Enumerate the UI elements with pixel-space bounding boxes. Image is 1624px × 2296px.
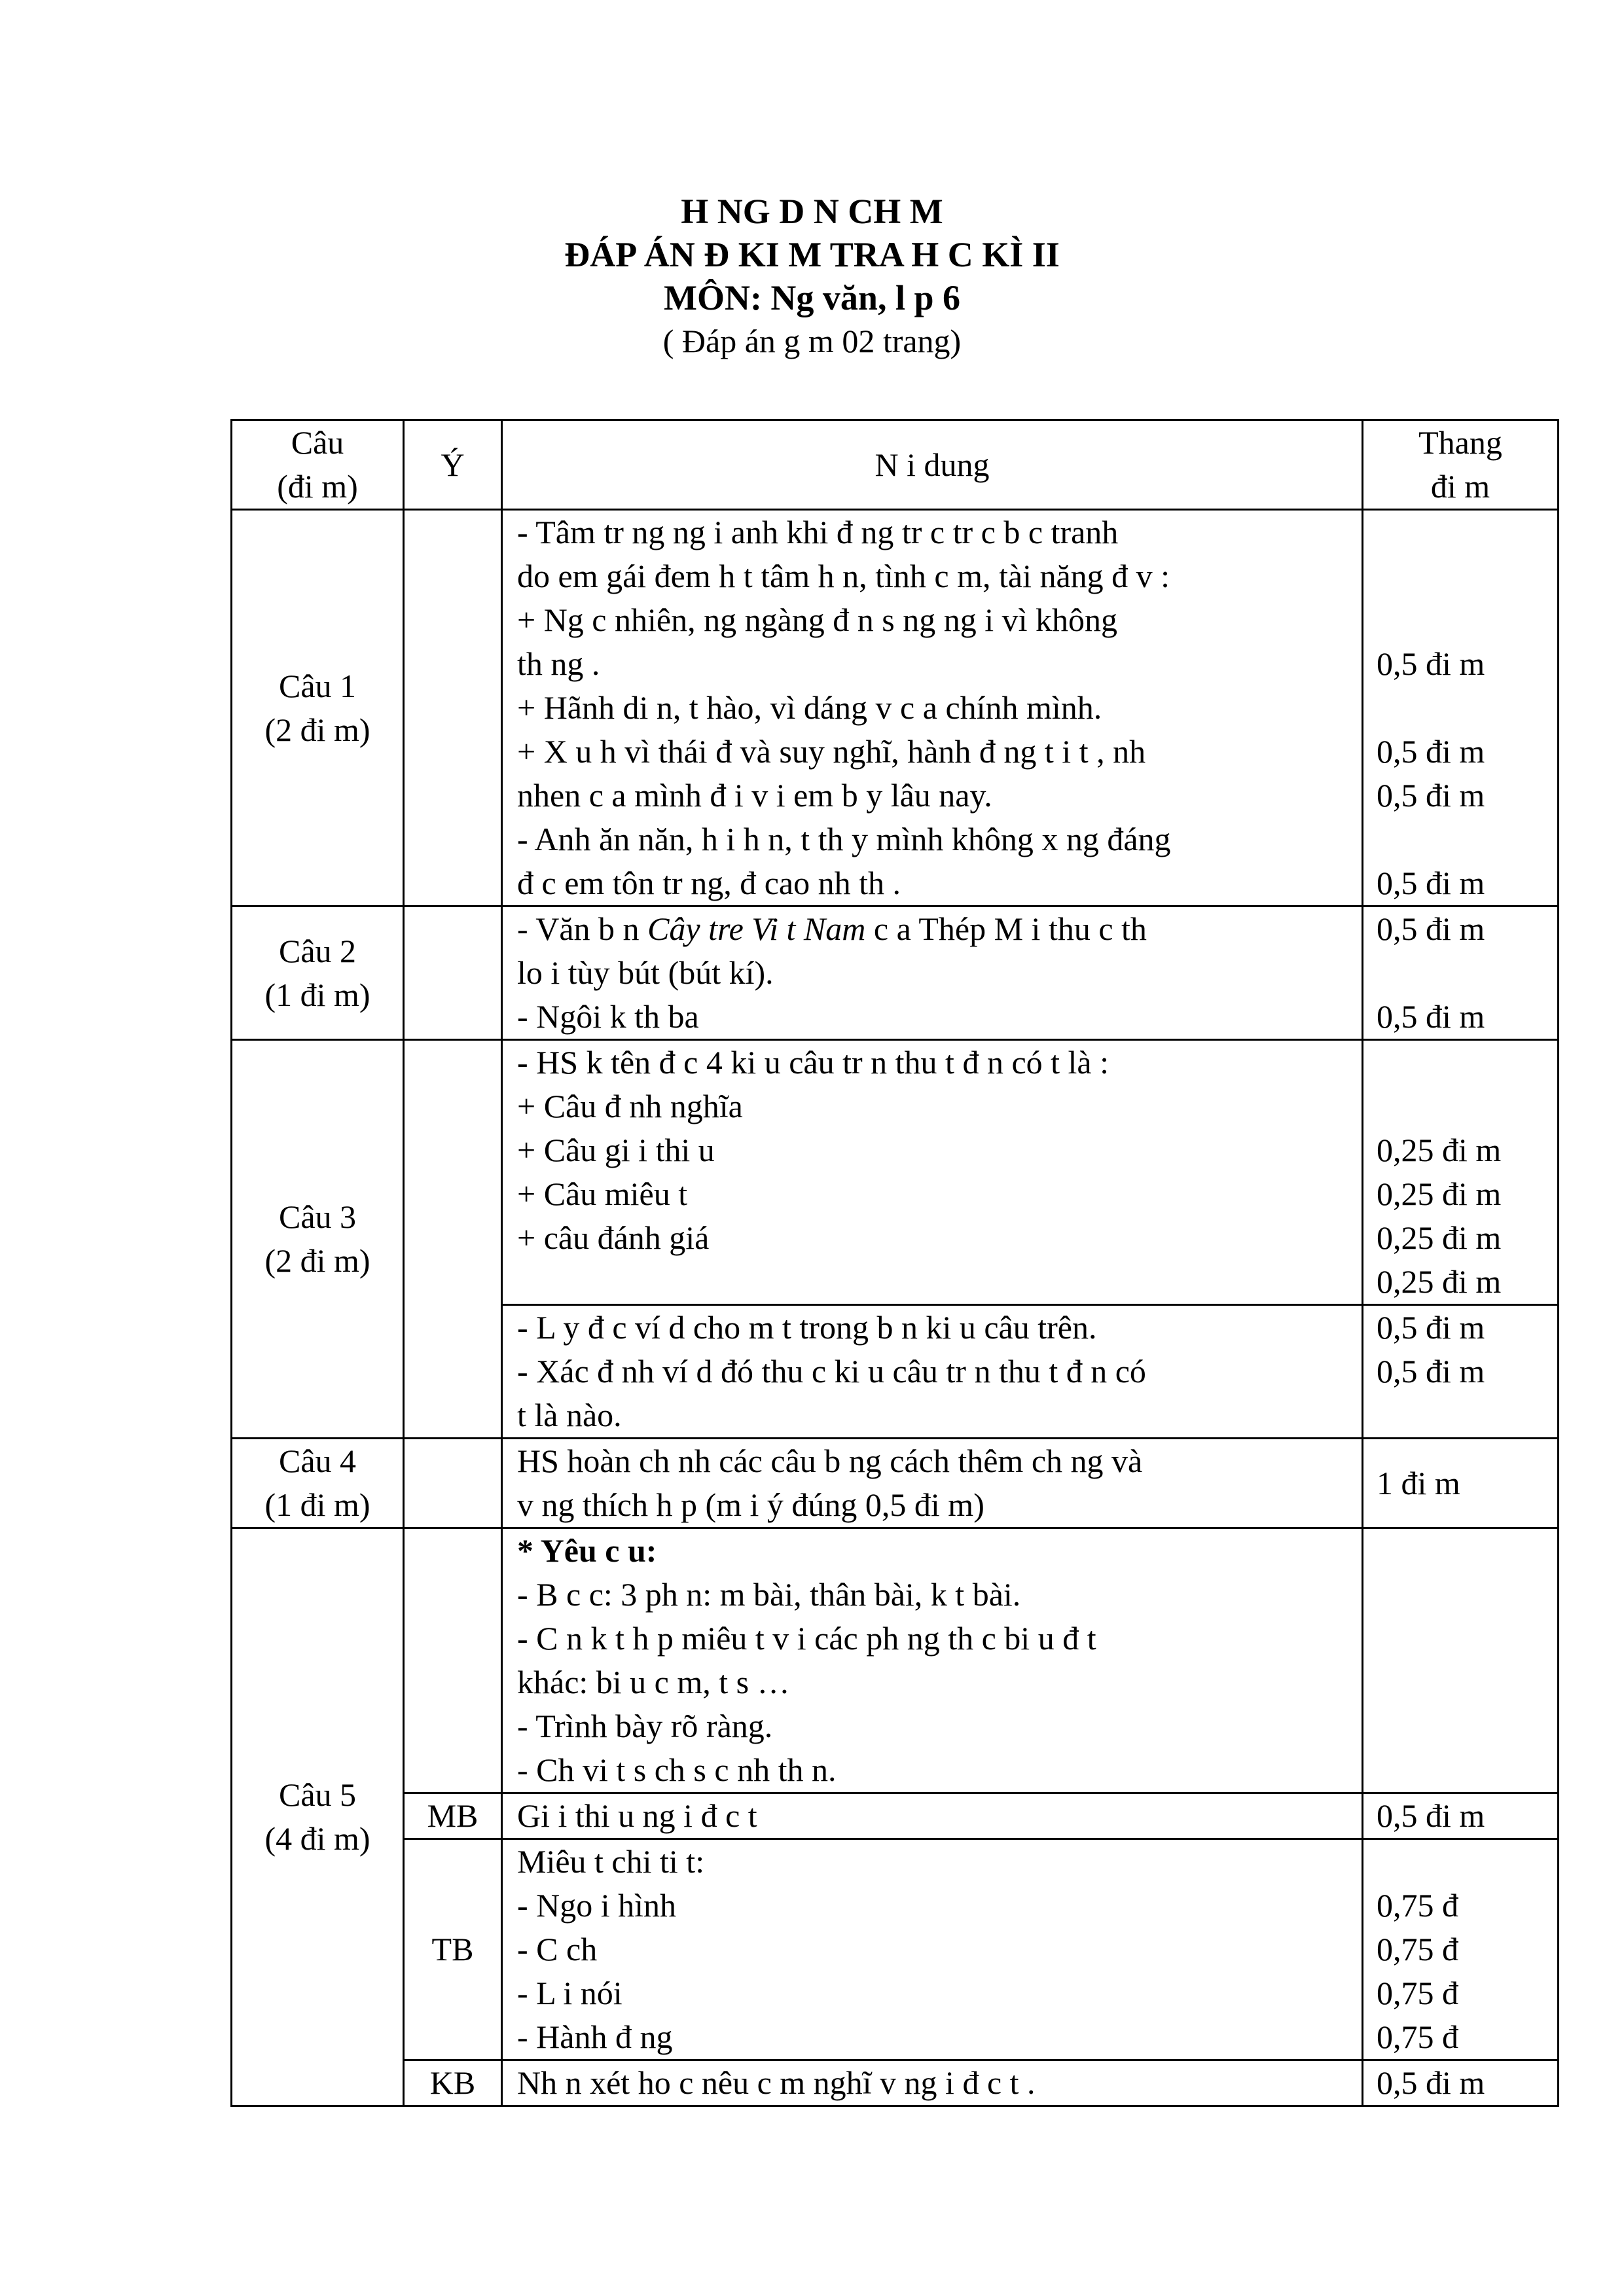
cau-2-y [404, 906, 502, 1040]
cau-2-label [232, 906, 404, 1040]
content-line: + Câu miêu t [517, 1175, 688, 1212]
cau-4-label [232, 1439, 404, 1528]
cau-2-label-line2: (1 đi m) [264, 976, 370, 1013]
work-title: Cây tre Vi t Nam [647, 910, 866, 947]
header-thang-diem [1363, 420, 1559, 510]
cau-5-y-mb: MB [404, 1793, 502, 1839]
header-subject: MÔN: Ng văn, l p 6 [663, 278, 960, 317]
header-thang-line2: đi m [1430, 468, 1490, 505]
table-row-cau-4 [232, 1439, 1559, 1528]
header-exam-title: ĐÁP ÁN Đ KI M TRA H C KÌ II [564, 235, 1060, 274]
content-line: - Anh ăn năn, h i h n, t th y mình không x ng đáng [517, 821, 1171, 857]
content-line: - B c c: 3 ph n: m bài, thân bài, k t bài. [517, 1576, 1021, 1613]
score-value: 0,5 đi m [1377, 733, 1485, 770]
cau-2-label-line1: Câu 2 [278, 932, 357, 969]
content-line: - Tâm tr ng ng i anh khi đ ng tr c tr c b c tranh [517, 514, 1119, 550]
table-header-row [232, 420, 1559, 510]
table-row-cau-5-kb [232, 2060, 1559, 2106]
cau-1-label-line2: (2 đi m) [264, 711, 370, 748]
cau-5-mb-content: Gi i thi u ng i đ c t [502, 1793, 1363, 1839]
content-line: - HS k tên đ c 4 ki u câu tr n thu t đ n có t là : [517, 1044, 1110, 1081]
cau-3-label [232, 1040, 404, 1439]
content-line: - L y đ c ví d cho m t trong b n ki u câu trên. [517, 1309, 1097, 1346]
cau-5-kb-content: Nh n xét ho c nêu c m nghĩ v ng i đ c t . [502, 2060, 1363, 2106]
cau-5-tb-content [502, 1839, 1363, 2060]
content-line: - C n k t h p miêu t v i các ph ng th c bi u đ t [517, 1620, 1096, 1657]
cau-5-y-yeucau [404, 1528, 502, 1793]
content-line: + X u h vì thái đ và suy nghĩ, hành đ ng t i t , nh [517, 733, 1146, 770]
score-value: 0,5 đi m [1377, 1309, 1485, 1346]
cau-3-scores-a [1363, 1040, 1559, 1305]
table-row-cau-5-tb [232, 1839, 1559, 2060]
score-value: 0,75 đ [1377, 1887, 1458, 1924]
cau-4-y [404, 1439, 502, 1528]
cau-3-y [404, 1040, 502, 1439]
content-line: + Ng c nhiên, ng ngàng đ n s ng ng i vì không [517, 601, 1118, 638]
content-line: v ng thích h p (m i ý đúng 0,5 đi m) [517, 1486, 984, 1523]
cau-3-scores-b [1363, 1305, 1559, 1439]
content-line: - Trình bày rõ ràng. [517, 1708, 773, 1744]
cau-5-label-line1: Câu 5 [278, 1776, 357, 1813]
content-text: - Văn b n [517, 910, 648, 947]
cau-2-content [502, 906, 1363, 1040]
score-value: 0,75 đ [1377, 1975, 1458, 2011]
header-cau [232, 420, 404, 510]
score-value: 0,5 đi m [1377, 910, 1485, 947]
score-value: 0,5 đi m [1377, 645, 1485, 682]
content-line: + Hãnh di n, t hào, vì dáng v c a chính mình. [517, 689, 1102, 726]
header-title: H NG D N CH M [681, 192, 943, 231]
content-line: nhen c a mình đ i v i em b y lâu nay. [517, 777, 992, 814]
content-line: - Hành đ ng [517, 2018, 673, 2055]
content-line: th ng . [517, 645, 600, 682]
score-value: 0,75 đ [1377, 2018, 1458, 2055]
cau-4-score [1363, 1439, 1559, 1528]
table-row-cau-1 [232, 510, 1559, 906]
cau-5-tb-scores [1363, 1839, 1559, 2060]
score-value: 0,25 đi m [1377, 1132, 1502, 1168]
grading-table [230, 419, 1559, 2107]
cau-4-label-line2: (1 đi m) [264, 1486, 370, 1523]
content-line: Miêu t chi ti t: [517, 1843, 705, 1880]
score-value: 0,25 đi m [1377, 1175, 1502, 1212]
score-value: 0,25 đi m [1377, 1219, 1502, 1256]
requirements-title: * Yêu c u: [517, 1532, 657, 1569]
header-thang-line1: Thang [1418, 424, 1502, 461]
cau-1-label [232, 510, 404, 906]
content-line: khác: bi u c m, t s … [517, 1664, 790, 1700]
cau-1-content [502, 510, 1363, 906]
cau-5-y-tb: TB [404, 1839, 502, 2060]
score-value: 0,5 đi m [1377, 1353, 1485, 1390]
content-line: do em gái đem h t tâm h n, tình c m, tài năng đ v : [517, 558, 1170, 594]
content-line: - Ngo i hình [517, 1887, 677, 1924]
content-line: lo i tùy bút (bút kí). [517, 954, 774, 991]
score-value: 0,75 đ [1377, 1931, 1458, 1967]
content-line: - Ngôi k th ba [517, 998, 699, 1035]
cau-5-mb-score: 0,5 đi m [1363, 1793, 1559, 1839]
cau-4-content [502, 1439, 1363, 1528]
table-row-cau-2 [232, 906, 1559, 1040]
content-line: + Câu đ nh nghĩa [517, 1088, 743, 1124]
cau-5-label-line2: (4 đi m) [264, 1820, 370, 1857]
content-line: - L i nói [517, 1975, 623, 2011]
score-value: 0,5 đi m [1377, 865, 1485, 901]
cau-4-label-line1: Câu 4 [278, 1443, 357, 1479]
header-cau-line2: (đi m) [277, 468, 358, 505]
content-line: đ c em tôn tr ng, đ cao nh th . [517, 865, 901, 901]
content-line: - Xác đ nh ví d đó thu c ki u câu tr n thu t đ n có [517, 1353, 1146, 1390]
score-value: 0,25 đi m [1377, 1263, 1502, 1300]
cau-5-requirements [502, 1528, 1363, 1793]
content-line: HS hoàn ch nh các câu b ng cách thêm ch ng và [517, 1443, 1143, 1479]
cau-3-label-line2: (2 đi m) [264, 1242, 370, 1279]
cau-2-scores [1363, 906, 1559, 1040]
cau-3-label-line1: Câu 3 [278, 1198, 357, 1235]
cau-1-y [404, 510, 502, 906]
content-line [517, 907, 1347, 951]
score-value: 0,5 đi m [1377, 998, 1485, 1035]
cau-3-content-a [502, 1040, 1363, 1305]
score-value: 1 đi m [1377, 1464, 1460, 1501]
cau-5-label [232, 1528, 404, 2106]
cau-5-kb-score: 0,5 đi m [1363, 2060, 1559, 2106]
header-noidung: N i dung [502, 420, 1363, 510]
cau-5-y-kb: KB [404, 2060, 502, 2106]
content-line: + Câu gi i thi u [517, 1132, 715, 1168]
document-header [0, 190, 1624, 363]
score-value: 0,5 đi m [1377, 777, 1485, 814]
header-page-note: ( Đáp án g m 02 trang) [662, 323, 962, 359]
cau-3-content-b [502, 1305, 1363, 1439]
table-row-cau-5-yeucau [232, 1528, 1559, 1793]
table-row-cau-3a [232, 1040, 1559, 1305]
content-text: c a Thép M i thu c th [865, 910, 1147, 947]
content-line: - C ch [517, 1931, 598, 1967]
content-line: - Ch vi t s ch s c nh th n. [517, 1751, 837, 1788]
table-row-cau-5-mb [232, 1793, 1559, 1839]
content-line: + câu đánh giá [517, 1219, 710, 1256]
content-line: t là nào. [517, 1397, 622, 1433]
header-y: Ý [404, 420, 502, 510]
cau-1-scores [1363, 510, 1559, 906]
cau-5-scores-yeucau [1363, 1528, 1559, 1793]
header-cau-line1: Câu [291, 424, 344, 461]
cau-1-label-line1: Câu 1 [278, 667, 357, 704]
